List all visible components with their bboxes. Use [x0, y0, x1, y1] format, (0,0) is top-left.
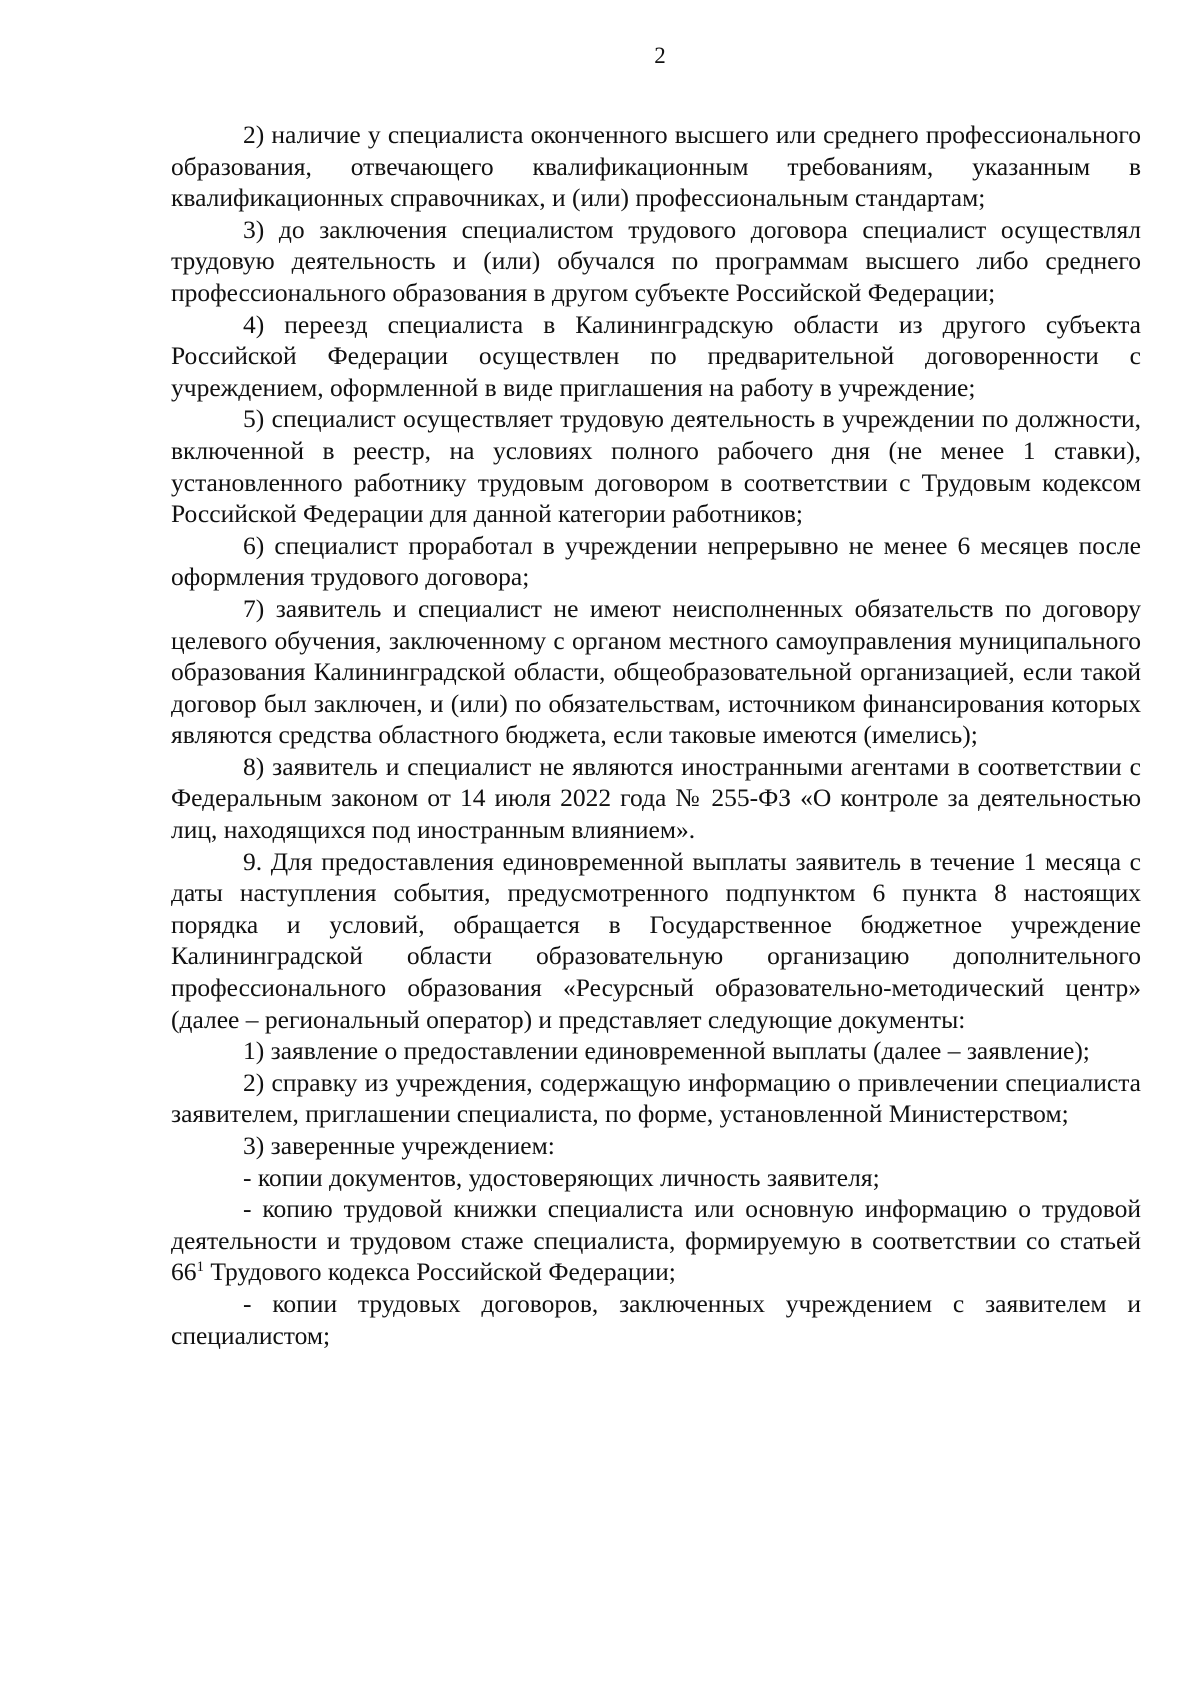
paragraph-doc-2-certificate: 2) справку из учреждения, содержащую информацию о привлечении специалиста заявителем, приглашении специалиста, по форме, установленной Министерством;: [171, 1067, 1141, 1129]
document-body: [171, 119, 1141, 1351]
paragraph-item-7-obligations: 7) заявитель и специалист не имеют неисполненных обязательств по договору целевого обучения, заключенному с органом местного самоуправления муниципального образования Калининградской области, общеобразовательной организацией, если такой договор был заключен, и (или) по обязательствам, источником финансирования которых являются средства областного бюджета, если таковые имеются (имелись);: [171, 593, 1141, 750]
paragraph-item-4-relocation: 4) переезд специалиста в Калининградскую области из другого субъекта Российской Федерации осуществлен по предварительной договоренности с учреждением, оформленной в виде приглашения на работу в учреждение;: [171, 309, 1141, 402]
paragraph-doc-1-application: 1) заявление о предоставлении единовременной выплаты (далее – заявление);: [243, 1036, 1090, 1066]
page-number: 2: [654, 43, 666, 68]
paragraph-section-9: 9. Для предоставления единовременной выплаты заявитель в течение 1 месяца с даты наступления события, предусмотренного подпунктом 6 пункта 8 настоящих порядка и условий, обращается в Государственное бюджетное учреждение Калининградской области образовательную организацию дополнительного профессионального образования «Ресурсный образовательно-методический центр» (далее – региональный оператор) и представляет следующие документы:: [171, 846, 1141, 1034]
labor-book-text-end: Трудового кодекса Российской Федерации;: [204, 1257, 676, 1287]
paragraph-item-2-education: 2) наличие у специалиста оконченного высшего или среднего профессионального образования, отвечающего квалификационным требованиям, указанным в квалификационных справочниках, и (или) профессиональным стандартам;: [171, 120, 1141, 213]
labor-book-text: - копию трудовой книжки специалиста или основную информацию о трудовой деятельности и трудовом стаже специалиста, формируемую в соответствии со статьей 66: [171, 1194, 1141, 1287]
paragraph-item-5-employment: 5) специалист осуществляет трудовую деятельность в учреждении по должности, включенной в реестр, на условиях полного рабочего дня (не менее 1 ставки), установленного работнику трудовым договором в соответствии с Трудовым кодексом Российской Федерации для данной категории работников;: [171, 404, 1141, 529]
paragraph-copies-contracts: - копии трудовых договоров, заключенных учреждением с заявителем и специалистом;: [171, 1288, 1141, 1350]
paragraph-copies-identity: - копии документов, удостоверяющих личность заявителя;: [243, 1162, 880, 1192]
paragraph-item-8-foreign-agents: 8) заявитель и специалист не являются иностранными агентами в соответствии с Федеральным законом от 14 июля 2022 года № 255-ФЗ «О контроле за деятельностью лиц, находящихся под иностранным влиянием».: [171, 751, 1141, 845]
paragraph-labor-book: [171, 1193, 1141, 1288]
article-superscript: 1: [196, 1259, 204, 1276]
paragraph-item-6-six-months: 6) специалист проработал в учреждении непрерывно не менее 6 месяцев после оформления трудового договора;: [171, 530, 1141, 592]
paragraph-item-3-other-region: 3) до заключения специалистом трудового договора специалист осуществлял трудовую деятельность и (или) обучался по программам высшего либо среднего профессионального образования в другом субъекте Российской Федерации;: [171, 214, 1141, 307]
paragraph-doc-3-certified: 3) заверенные учреждением:: [243, 1131, 555, 1160]
